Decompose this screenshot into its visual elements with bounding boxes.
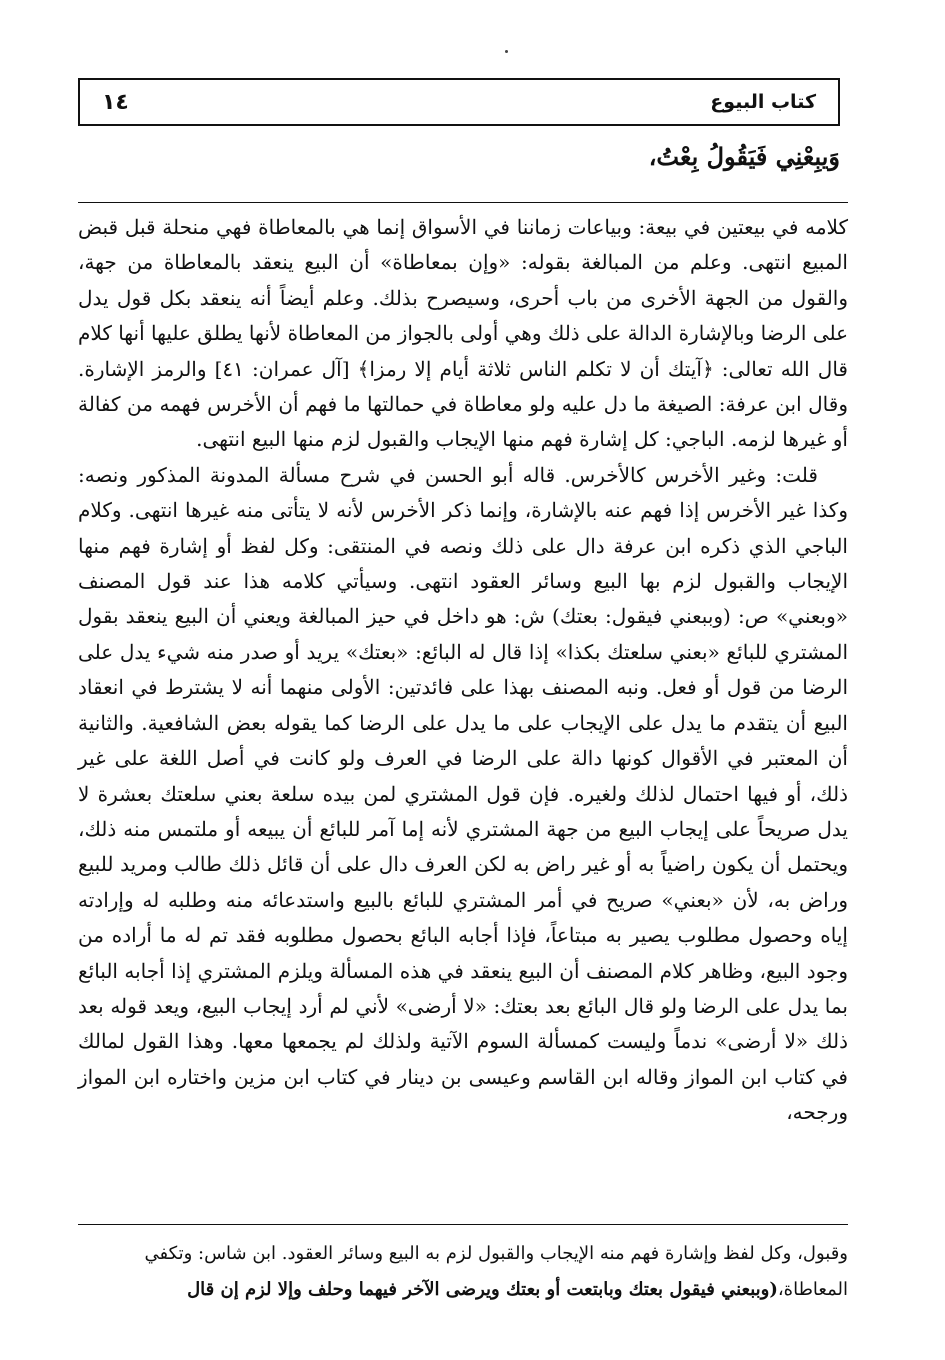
footnote-line-2 [78,1272,848,1308]
commentary-paragraph-2: قلت: وغير الأخرس كالأخرس. قاله أبو الحسن في شرح مسألة المدونة المذكور ونصه: وكذا غير الأخرس إذا فهم عنه بالإشارة، وإنما ذكر الأخرس لأنه لا يتأتى منه غيرها انتهى. وكلام الباجي الذي ذكره ابن عرفة دال على ذلك ونصه في المنتقى: وكل لفظ أو إشارة فهم منها الإيجاب والقبول لزم بها البيع وسائر العقود انتهى. وسيأتي كلامه هذا عند قول المصنف «وبعني» ص: (وببعني فيقول: بعتك) ش: هو داخل في حيز المبالغة ويعني أن البيع ينعقد بقول المشتري للبائع «بعني سلعتك بكذا» إذا قال له البائع: «بعتك» يريد أو صدر منه شيء يدل على الرضا من قول أو فعل. ونبه المصنف بهذا على فائدتين: الأولى منهما أنه لا يشترط في انعقاد البيع أن يتقدم ما يدل على الإيجاب على ما يدل على الرضا كما يقوله بعض الشافعية. والثانية أن المعتبر في الأقوال كونها دالة على الرضا في العرف ولو كانت في أصل اللغة على غير ذلك، أو فيها احتمال لذلك ولغيره. فإن قول المشتري لمن بيده سلعة بعني سلعتك بعشرة لا يدل صريحاً على إيجاب البيع من جهة المشتري لأنه إما آمر للبائع أن يبيعه أو ملتمس منه ذلك، ويحتمل أن يكون راضياً به أو غير راض به لكن العرف دال على أن قائل ذلك طالب ومريد للبيع وراض به، لأن «بعني» صريح في أمر المشتري للبائع بالبيع واستدعائه منه وطلبه له وإرادته إياه وحصول مطلوب يصير به مبتاعاً، فإذا أجابه البائع بحصول مطلوبه فقد تم له ما أراده من وجود البيع، وظاهر كلام المصنف أن البيع ينعقد في هذه المسألة ويلزم المشتري إذا أجابه البائع بما يدل على الرضا ولو قال البائع بعد بعتك: «لا أرضى» لأني لم أرد إيجاب البيع، ويعد قوله بعد ذلك «لا أرضى» ندماً وليست كمسألة السوم الآتية ولذلك لم يجمعها معها. وهذا القول لمالك في كتاب ابن المواز وقاله ابن القاسم وعيسى بن دينار في كتاب ابن مزين واختاره ابن المواز ورجحه، [78,462,849,1125]
page-speck [505,50,508,53]
chapter-title: كتاب البيوع [710,91,816,113]
running-header [78,78,840,126]
footnote-line-2-plain: المعاطاة، [777,1279,848,1300]
footnote-line-2-matn: (وببعني فيقول بعتك وبابتعت أو بعتك ويرضى الآخر فيهما وحلف وإلا لزم إن قال [187,1279,778,1300]
commentary-body [78,210,848,1131]
footnote-block [78,1236,848,1308]
footnote-line-1: وقبول، وكل لفظ وإشارة فهم منه الإيجاب والقبول لزم به البيع وسائر العقود. ابن شاس: وتكفي [144,1243,848,1264]
matn-text: وَيبِعْنِي فَيَقُولُ بِعْتُ، [648,142,840,171]
commentary-paragraph-1: كلامه في بيعتين في بيعة: وبياعات زماننا في الأسواق إنما هي بالمعاطاة فهي منحلة قبل قبض المبيع انتهى. وعلم من المبالغة بقوله: «وإن بمعاطاة» أن البيع ينعقد بالمعاطاة من جهة، والقول من الجهة الأخرى من باب أحرى، وسيصرح بذلك. وعلم أيضاً أنه ينعقد بكل قول يدل على الرضا وبالإشارة الدالة على ذلك وهي أولى بالجواز من المعاطاة لأنها يطلق عليها أنها كلام قال الله تعالى: ﴿آيتك أن لا تكلم الناس ثلاثة أيام إلا رمزا﴾ [آل عمران: ٤١] والرمز الإشارة. وقال ابن عرفة: الصيغة ما دل عليه ولو معاطاة في حمالتها ما فهم أن الأخرس فهمه من كفالة أو غيرها لزمه. الباجي: كل إشارة فهم منها الإيجاب والقبول لزم منها البيع انتهى. [78,215,848,452]
page-number: ١٤ [102,89,129,115]
matn-divider [78,202,848,203]
footnote-divider [78,1224,848,1225]
